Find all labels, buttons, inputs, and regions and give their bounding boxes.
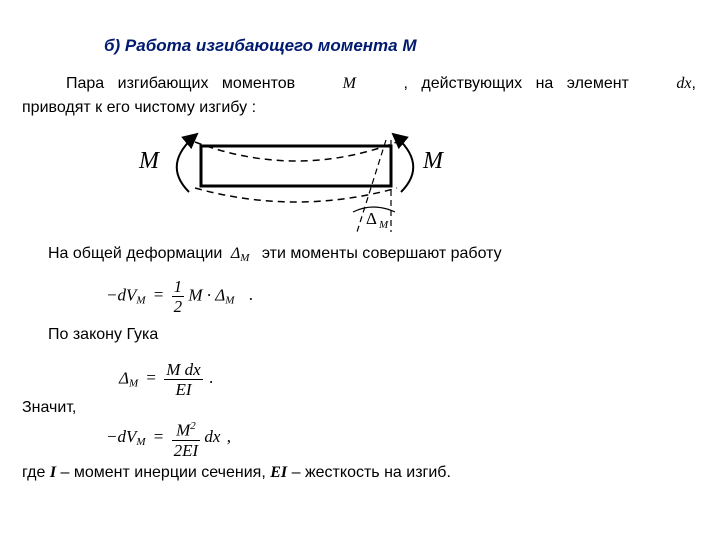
- footer-EI-symbol: EI: [270, 464, 288, 481]
- deformation-text-start: На общей деформации: [48, 245, 223, 262]
- work-eq-rhs-sub: M: [225, 294, 235, 307]
- deformation-text-end: эти моменты совершают работу: [261, 245, 502, 262]
- footer-I-symbol: I: [49, 464, 57, 481]
- energy-eq-end: ,: [226, 427, 231, 447]
- intro-line-2: приводят к его чистому изгибу :: [22, 99, 257, 116]
- therefore-label: Значит,: [22, 399, 77, 416]
- work-eq-denominator: 2: [173, 297, 183, 316]
- deformation-sentence: [48, 245, 502, 264]
- hooke-equation: [119, 360, 213, 399]
- bending-diagram: [125, 120, 455, 255]
- deformation-delta: Δ: [230, 245, 241, 262]
- work-eq-lhs: −dV: [106, 285, 137, 305]
- energy-eq-lhs: −dV: [106, 427, 137, 447]
- hooke-eq-fraction: [164, 360, 202, 399]
- energy-eq-dx: dx: [204, 427, 221, 447]
- work-eq-fraction: [172, 277, 185, 316]
- footer-text-mid2: – жесткость на изгиб.: [291, 464, 451, 481]
- energy-eq-equals: =: [153, 427, 164, 447]
- left-moment-label: M: [139, 148, 159, 174]
- work-eq-end: .: [248, 285, 253, 305]
- left-moment-arrow: [177, 134, 197, 192]
- hooke-eq-end: .: [208, 368, 214, 388]
- energy-eq-denominator: 2EI: [173, 440, 199, 460]
- footer-sentence: [22, 464, 451, 482]
- work-eq-equals: =: [153, 285, 164, 305]
- hooke-eq-lhs-sub: M: [128, 377, 139, 390]
- hooke-eq-equals: =: [146, 368, 156, 388]
- intro-comma: ,: [691, 75, 696, 92]
- right-moment-label: M: [423, 148, 443, 174]
- hooke-label: По закону Гука: [48, 326, 159, 343]
- hooke-eq-numerator: M dx: [166, 360, 201, 379]
- work-eq-rhs: M · Δ: [188, 285, 226, 305]
- footer-text-start: где: [22, 464, 46, 481]
- work-eq-numerator: 1: [173, 277, 183, 296]
- moment-symbol: M: [342, 75, 356, 92]
- intro-text-mid: , действующих на элемент: [403, 75, 629, 92]
- work-equation: [106, 277, 253, 316]
- energy-equation: [106, 417, 231, 460]
- section-heading: б) Работа изгибающего момента М: [104, 36, 417, 55]
- intro-line-1: [66, 75, 696, 93]
- intro-text-start: Пара изгибающих моментов: [66, 75, 296, 92]
- energy-eq-fraction: [172, 417, 201, 460]
- hooke-eq-denominator: EI: [175, 380, 192, 399]
- work-eq-lhs-sub: M: [136, 294, 146, 307]
- energy-eq-exponent: 2: [190, 420, 196, 432]
- energy-eq-lhs-sub: M: [136, 436, 146, 449]
- energy-eq-numerator: M: [176, 420, 191, 440]
- delta-label: Δ: [366, 209, 377, 228]
- delta-label-subscript: M: [379, 219, 389, 231]
- hooke-eq-lhs: Δ: [119, 368, 129, 388]
- dx-symbol: dx: [676, 75, 692, 92]
- deformation-delta-sub: M: [240, 252, 250, 264]
- footer-text-mid1: – момент инерции сечения,: [60, 464, 266, 481]
